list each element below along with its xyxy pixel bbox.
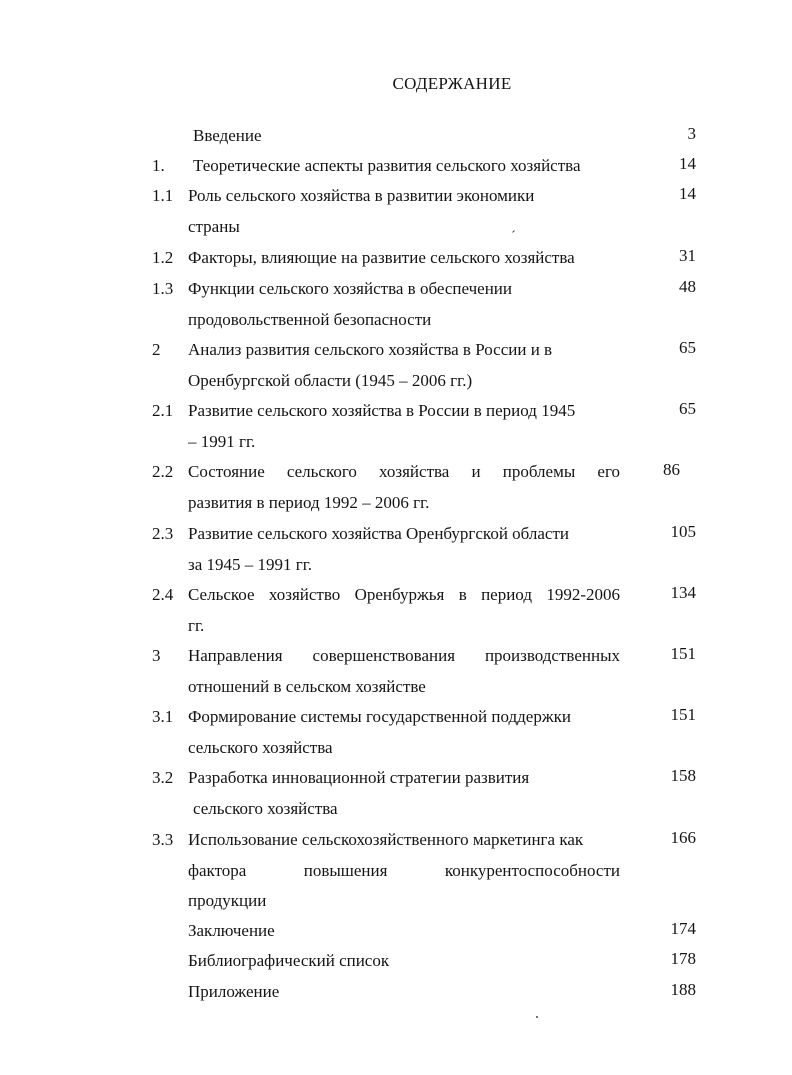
toc-entry-page: 151 <box>670 705 696 724</box>
toc-entry-title-line: продовольственной безопасности <box>188 310 432 329</box>
toc-entry-title-line: отношений в сельском хозяйстве <box>188 677 426 696</box>
toc-entry-title-line: страны <box>188 217 240 236</box>
toc-entry-title-line: Направления совершенствования производственных <box>188 646 620 665</box>
toc-entry-title: Заключение <box>188 921 275 940</box>
toc-entry-title-line: сельского хозяйства <box>193 799 338 818</box>
toc-entry-number: 3.3 <box>152 830 174 849</box>
toc-entry-page: 158 <box>670 766 696 785</box>
toc-entry-page: 31 <box>679 246 696 265</box>
toc-entry-title-line: за 1945 – 1991 гг. <box>188 555 313 574</box>
toc-entry-title-line: развития в период 1992 – 2006 гг. <box>188 493 430 512</box>
scan-speck <box>536 1016 538 1018</box>
toc-entry-number: 3.1 <box>152 707 174 726</box>
toc-entry-title-line: Сельское хозяйство Оренбуржья в период 1992-2006 <box>188 585 620 604</box>
toc-entry-title-line: Использование сельскохозяйственного маркетинга как <box>188 830 584 849</box>
toc-entry-title-line: Роль сельского хозяйства в развитии экономики <box>188 186 535 205</box>
toc-entry-title: Библиографический список <box>188 951 390 970</box>
toc-entry-page: 65 <box>679 338 696 357</box>
toc-entry-page: 86 <box>663 460 680 479</box>
toc-entry-number: 2.4 <box>152 585 174 604</box>
toc-entry-page: 151 <box>670 644 696 663</box>
toc-entry-page: 174 <box>670 919 696 938</box>
toc-entry-title-line: фактора повышения конкурентоспособности <box>188 861 620 880</box>
toc-entry-title-line: Оренбургской области (1945 – 2006 гг.) <box>188 371 473 390</box>
toc-entry-page: 166 <box>670 828 696 847</box>
toc-entry-page: 65 <box>679 399 696 418</box>
toc-entry-number: 2.1 <box>152 401 174 420</box>
toc-entry-title: Теоретические аспекты развития сельского хозяйства <box>193 156 581 175</box>
toc-entry-page: 14 <box>679 154 696 173</box>
toc-entry-title: Введение <box>193 126 262 145</box>
toc-entry-title: Приложение <box>188 982 280 1001</box>
toc-entry-title-line: гг. <box>188 616 205 635</box>
toc-entry-page: 105 <box>670 522 696 541</box>
toc-entry-number: 1.1 <box>152 186 174 205</box>
toc-entry-number: 3 <box>152 646 161 665</box>
toc-entry-title-line: сельского хозяйства <box>188 738 333 757</box>
toc-entry-number: 2.2 <box>152 462 174 481</box>
toc-entry-title-line: Разработка инновационной стратегии развития <box>188 768 530 787</box>
toc-entry-number: 3.2 <box>152 768 174 787</box>
toc-entry-title-line: Анализ развития сельского хозяйства в России и в <box>188 340 553 359</box>
toc-entry-number: 2.3 <box>152 524 174 543</box>
toc-entry-title: Факторы, влияющие на развитие сельского хозяйства <box>188 248 575 267</box>
toc-entry-title-line: Состояние сельского хозяйства и проблемы его <box>188 462 620 481</box>
toc-entry-title-line: продукции <box>188 891 267 910</box>
toc-entry-title-line: Формирование системы государственной поддержки <box>188 707 571 726</box>
toc-entry-page: 178 <box>670 949 696 968</box>
page-title: СОДЕРЖАНИЕ <box>392 74 512 93</box>
toc-entry-page: 3 <box>687 124 696 143</box>
toc-entry-number: 1.2 <box>152 248 174 267</box>
toc-entry-page: 14 <box>679 184 696 203</box>
toc-entry-number: 1. <box>152 156 165 175</box>
toc-entry-title-line: Функции сельского хозяйства в обеспечении <box>188 279 512 298</box>
toc-entry-number: 2 <box>152 340 161 359</box>
toc-entry-title-line: Развитие сельского хозяйства в России в период 1945 <box>188 401 576 420</box>
toc-entry-title-line: – 1991 гг. <box>188 432 256 451</box>
toc-entry-page: 48 <box>679 277 696 296</box>
toc-entry-number: 1.3 <box>152 279 174 298</box>
toc-entry-title-line: Развитие сельского хозяйства Оренбургской области <box>188 524 570 543</box>
toc-entry-page: 188 <box>670 980 696 999</box>
toc-entry-page: 134 <box>670 583 696 602</box>
